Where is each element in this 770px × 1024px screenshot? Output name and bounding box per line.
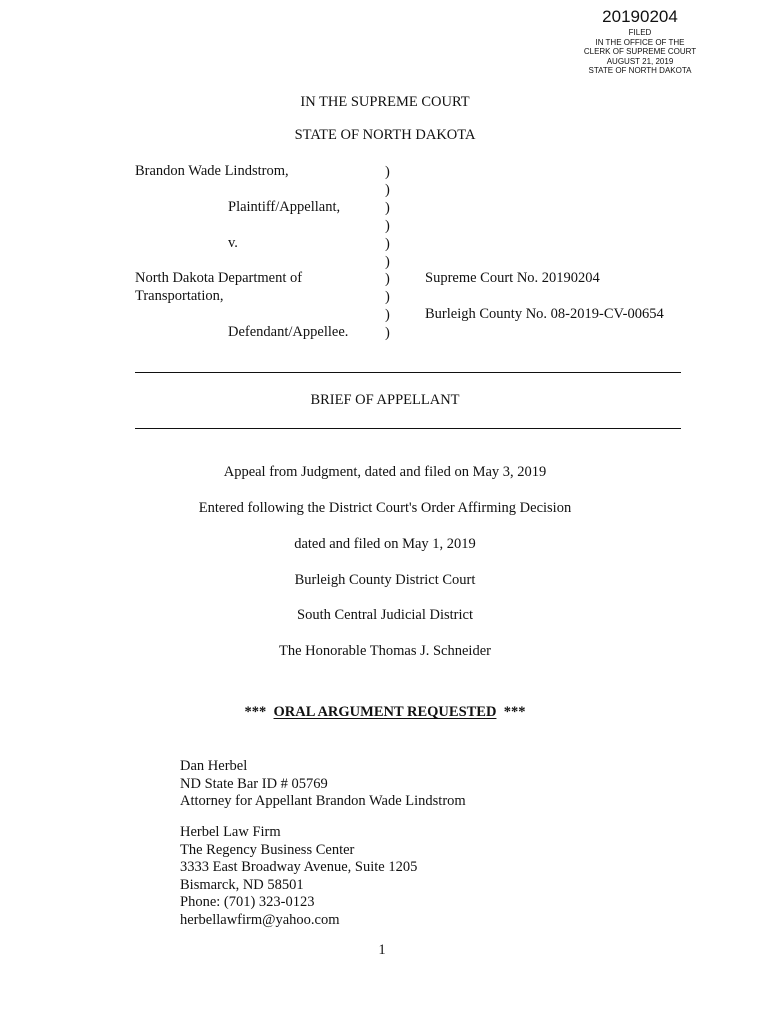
- stamp-line: IN THE OFFICE OF THE: [595, 37, 685, 47]
- divider-bottom: [135, 428, 681, 429]
- caption-paren: ): [385, 271, 390, 287]
- appeal-line: The Honorable Thomas J. Schneider: [279, 643, 491, 659]
- attorney-role: Attorney for Appellant Brandon Wade Lindstrom: [180, 793, 466, 809]
- firm-block: [180, 824, 417, 929]
- attorney-block: [180, 758, 466, 811]
- firm-phone: Phone: (701) 323-0123: [180, 894, 315, 910]
- divider-top: [135, 372, 681, 373]
- caption-paren: ): [385, 182, 390, 198]
- caption-paren: ): [385, 307, 390, 323]
- defendant-role: Defendant/Appellee.: [228, 324, 349, 340]
- caption-paren: ): [385, 218, 390, 234]
- page-number: 1: [378, 942, 386, 958]
- county-number: Burleigh County No. 08-2019-CV-00654: [425, 306, 664, 322]
- firm-street: 3333 East Broadway Avenue, Suite 1205: [180, 859, 418, 875]
- firm-building: The Regency Business Center: [180, 841, 355, 858]
- stamp-line: AUGUST 21, 2019: [606, 56, 674, 66]
- firm-email: herbellawfirm@yahoo.com: [180, 911, 340, 928]
- caption-paren: ): [385, 164, 390, 180]
- defendant-line-1: North Dakota Department of: [135, 270, 303, 286]
- appeal-line: Appeal from Judgment, dated and filed on May 3, 2019: [223, 464, 547, 480]
- attorney-bar-id: ND State Bar ID # 05769: [180, 775, 328, 792]
- attorney-name: Dan Herbel: [180, 758, 248, 774]
- caption-paren: ): [385, 200, 390, 216]
- stars-left: ***: [244, 704, 267, 720]
- appeal-line: dated and filed on May 1, 2019: [294, 536, 476, 552]
- oral-argument-request: [0, 704, 770, 721]
- stamp-line: FILED: [628, 28, 652, 37]
- plaintiff-name: Brandon Wade Lindstrom,: [135, 163, 289, 179]
- filing-stamp: [570, 6, 710, 76]
- caption-paren: ): [385, 236, 390, 252]
- stamp-line: CLERK OF SUPREME COURT: [583, 47, 697, 56]
- stars-right: ***: [503, 704, 526, 720]
- caption-paren: ): [385, 254, 390, 270]
- appeal-line: South Central Judicial District: [297, 607, 473, 623]
- defendant-line-2: Transportation,: [135, 288, 224, 304]
- caption-paren: ): [385, 325, 390, 341]
- oral-argument-text: ORAL ARGUMENT REQUESTED: [273, 704, 497, 720]
- appeal-line: Entered following the District Court's Order Affirming Decision: [198, 500, 572, 516]
- firm-city: Bismarck, ND 58501: [180, 876, 304, 893]
- appeal-line: Burleigh County District Court: [294, 572, 476, 588]
- firm-name: Herbel Law Firm: [180, 824, 281, 840]
- plaintiff-role: Plaintiff/Appellant,: [228, 199, 341, 215]
- caption-paren: ): [385, 289, 390, 305]
- brief-title: BRIEF OF APPELLANT: [310, 392, 460, 408]
- state-title: STATE OF NORTH DAKOTA: [294, 127, 476, 143]
- versus: v.: [228, 235, 238, 251]
- supreme-court-number: Supreme Court No. 20190204: [425, 270, 600, 286]
- court-title: IN THE SUPREME COURT: [300, 94, 470, 110]
- stamp-case-number: 20190204: [602, 7, 678, 26]
- stamp-line: STATE OF NORTH DAKOTA: [588, 66, 692, 75]
